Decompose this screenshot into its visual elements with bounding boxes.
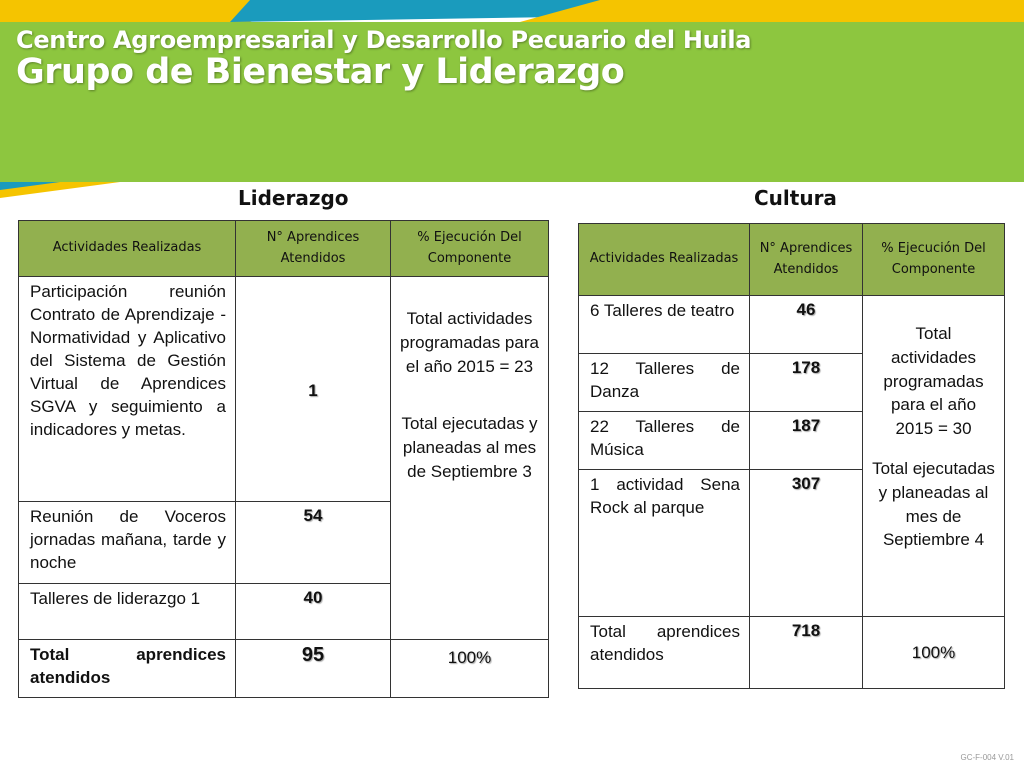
activity-cell: 6 Talleres de teatro (590, 301, 735, 320)
col-header-activities: Actividades Realizadas (19, 221, 236, 277)
activity-cell: Talleres de liderazgo 1 (30, 589, 201, 608)
group-title: Grupo de Bienestar y Liderazgo (16, 52, 625, 92)
cultura-heading: Cultura (754, 186, 837, 210)
col-header-apprentices: N° Aprendices Atendidos (236, 221, 391, 277)
institution-title: Centro Agroempresarial y Desarrollo Pecuario del Huila (16, 26, 752, 54)
total-label: Total aprendices atendidos (30, 645, 226, 687)
col-header-execution: % Ejecución Del Componente (391, 221, 549, 277)
total-count: 95 (301, 644, 325, 666)
col-header-execution: % Ejecución Del Componente (863, 224, 1005, 296)
col-header-activities: Actividades Realizadas (579, 224, 750, 296)
total-label: Total aprendices atendidos (590, 622, 740, 664)
executed-summary: Total ejecutadas y planeadas al mes de Septiembre 3 (401, 414, 538, 481)
programmed-summary: Total actividades programadas para el año 2015 = 30 (883, 324, 984, 439)
activity-cell: 12 Talleres de Danza (590, 359, 740, 401)
count-cell: 307 (791, 474, 821, 493)
activity-cell: Reunión de Voceros jornadas mañana, tarde y noche (30, 507, 226, 572)
count-cell: 40 (303, 588, 323, 607)
total-pct: 100% (447, 648, 492, 667)
count-cell: 54 (303, 506, 323, 525)
count-cell: 1 (308, 381, 318, 400)
count-cell: 187 (791, 416, 821, 435)
total-pct: 100% (911, 642, 956, 662)
activity-cell: Participación reunión Contrato de Aprendizaje - Normatividad y Aplicativo del Sistema de Gestión Virtual de Aprendices SGVA y seguimiento a indicadores y metas. (30, 282, 226, 439)
liderazgo-table (18, 220, 549, 698)
liderazgo-heading: Liderazgo (238, 186, 349, 210)
table-row (19, 277, 549, 502)
programmed-summary: Total actividades programadas para el año 2015 = 23 (400, 309, 539, 376)
executed-summary: Total ejecutadas y planeadas al mes de Septiembre 4 (872, 458, 995, 550)
count-cell: 46 (796, 300, 816, 319)
activity-cell: 22 Talleres de Música (590, 417, 740, 459)
count-cell: 178 (791, 358, 821, 377)
table-row (579, 296, 1005, 354)
cultura-table (578, 223, 1005, 689)
activity-cell: 1 actividad Sena Rock al parque (590, 475, 740, 517)
total-row (19, 640, 549, 698)
document-code: GC-F-004 V.01 (960, 753, 1014, 762)
total-count: 718 (791, 621, 821, 640)
title-block (16, 26, 751, 92)
total-row (579, 617, 1005, 689)
col-header-apprentices: N° Aprendices Atendidos (750, 224, 863, 296)
